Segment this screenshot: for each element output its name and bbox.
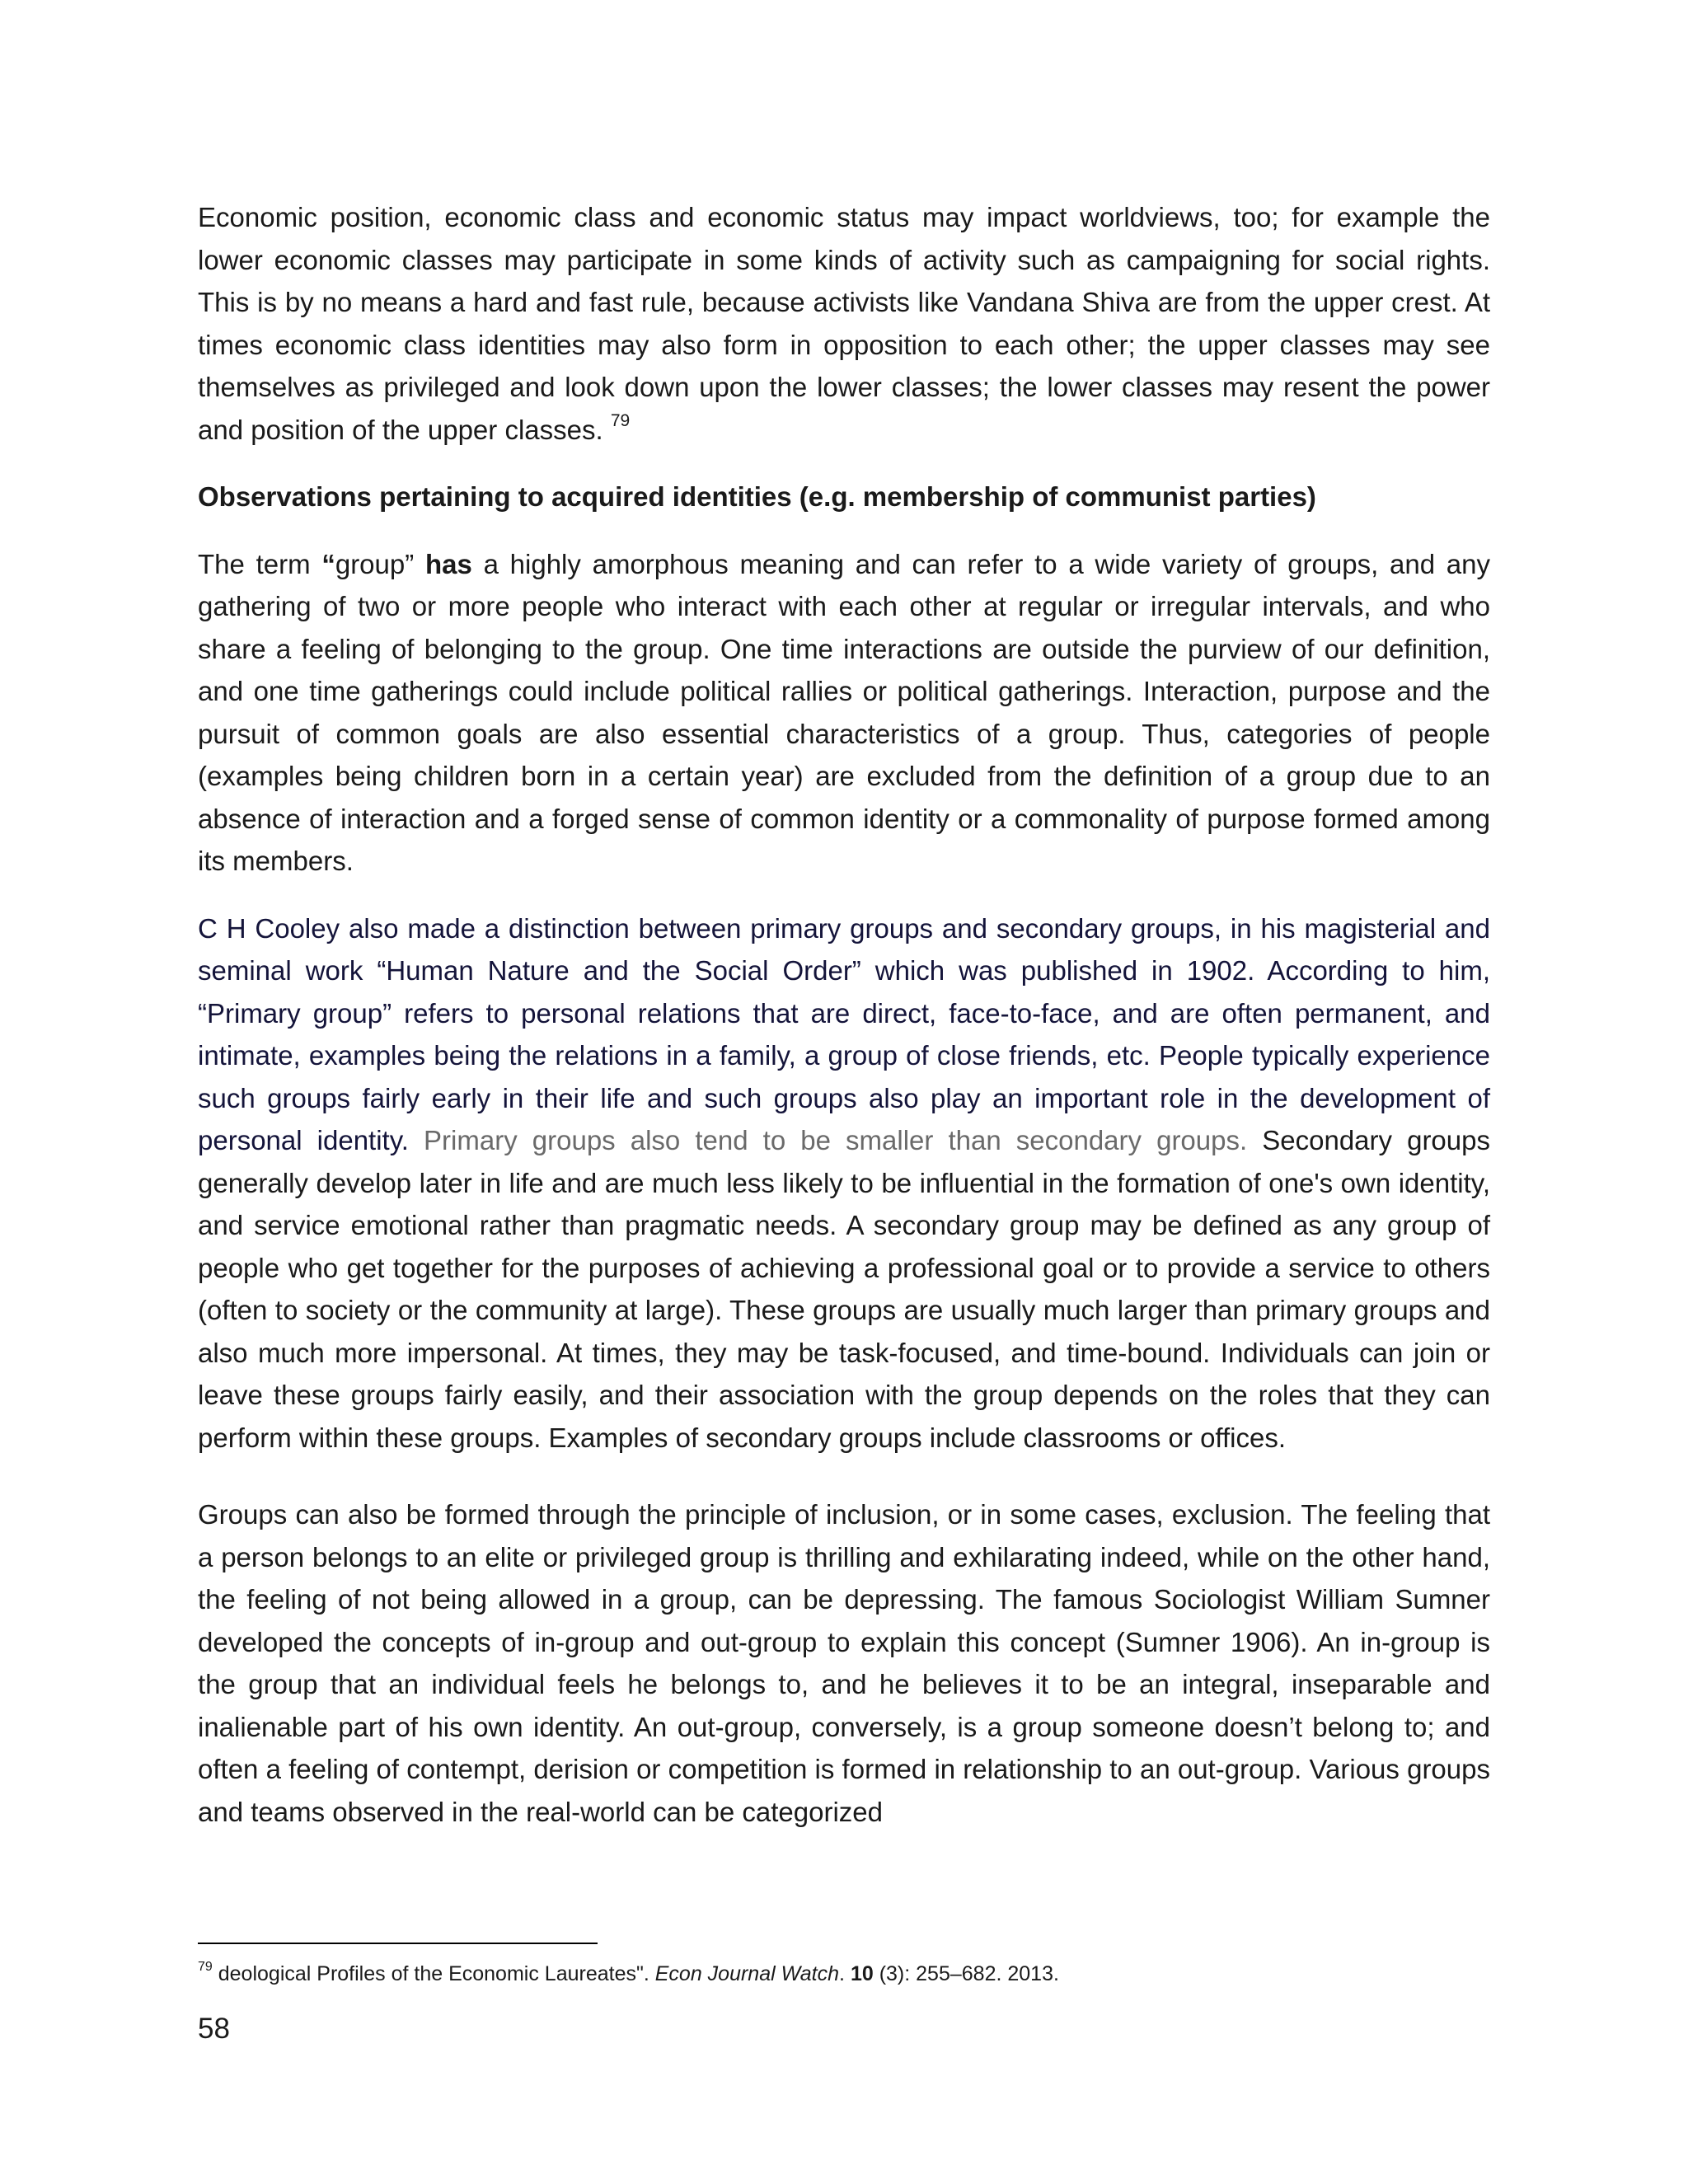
footnote-journal: Econ Journal Watch — [654, 1962, 840, 1985]
paragraph-text-highlight: Primary groups also tend to be smaller than secondary groups. — [408, 1125, 1248, 1155]
paragraph-text: Secondary groups generally develop later in life and are much less likely to be influential in the formation of one's own identity, and service emotional rather than pragmatic needs. A secondary group may be defined as any group of people who get together for the purposes of achieving a professional goal or to provide a service to others (often to society or the community at large). These groups are usually much larger than primary groups and also much more impersonal. At times, they may be task-focused, and time-bound. Individuals can join or leave these groups fairly easily, and their association with the group depends on the roles that they can perform within these groups. Examples of secondary groups include classrooms or offices. — [198, 1125, 1490, 1453]
paragraph-text: a highly amorphous meaning and can refer to a wide variety of groups, and any gathering of two or more people who interact with each other at regular or irregular intervals, and who share a feeling of belonging to the group. One time interactions are outside the purview of our definition, and one time gatherings could include political rallies or political gatherings. Interaction, purpose and the pursuit of common goals are also essential characteristics of a group. Thus, categories of people (examples being children born in a certain year) are excluded from the definition of a group due to an absence of interaction and a forged sense of common identity or a commonality of purpose formed among its members. — [198, 548, 1491, 876]
section-heading: Observations pertaining to acquired identities (e.g. membership of communist parties) — [198, 481, 1316, 512]
footnote-text: (3): 255–682. 2013. — [873, 1962, 1059, 1985]
footnote-text: deological Profiles of the Economic Laureates". — [212, 1962, 655, 1985]
footnote-volume: 10 — [850, 1962, 874, 1985]
page-body — [198, 196, 1490, 1858]
footnote-separator — [198, 1943, 598, 1944]
footnote-text: . — [839, 1962, 851, 1985]
footnote-reference[interactable]: 79 — [610, 410, 631, 430]
paragraph-text: C H Cooley also made a distinction between primary groups and secondary groups, in his magisterial and seminal work “Human Nature and the Social Order” which was published in 1902. According to him, “Primary group” refers to personal relations that are direct, face-to-face, and are often permanent, and intimate, examples being the relations in a family, a group of close friends, etc. People typically experience such groups fairly early in their life and such groups also play an important role in the development of personal identity. — [198, 912, 1490, 1155]
paragraph-group-definition — [198, 543, 1490, 883]
paragraph-primary-secondary-groups — [198, 907, 1490, 1460]
footnote-marker: 79 — [198, 1959, 213, 1974]
paragraph-text: Economic position, economic class and economic status may impact worldviews, too; for example the lower economic classes may participate in some kinds of activity such as campaigning for social rights. This is by no means a hard and fast rule, because activists like Vandana Shiva are from the upper crest. At times economic class identities may also form in opposition to each other; the upper classes may see themselves as privileged and look down upon the lower classes; the lower classes may resent the power and position of the upper classes. — [198, 202, 1490, 445]
footnote — [198, 1960, 1059, 1988]
paragraph-text: Groups can also be formed through the principle of inclusion, or in some cases, exclusion. The feeling that a person belongs to an elite or privileged group is thrilling and exhilarating indeed, while on the other hand, the feeling of not being allowed in a group, can be depressing. The famous Sociologist William Sumner developed the concepts of in-group and out-group to explain this concept (Sumner 1906). An in-group is the group that an individual feels he belongs to, and he believes it to be an integral, inseparable and inalienable part of his own identity. An out-group, conversely, is a group someone doesn’t belong to; and often a feeling of contempt, derision or competition is formed in relationship to an out-group. Various groups and teams observed in the real-world can be categorized — [198, 1499, 1490, 1827]
page-number: 58 — [198, 2013, 230, 2045]
paragraph-text: group” — [335, 548, 425, 579]
bold-word: has — [424, 548, 472, 579]
paragraph-in-out-groups — [198, 1493, 1490, 1833]
paragraph-text: The term — [198, 548, 322, 579]
bold-quote-mark: “ — [321, 548, 335, 579]
paragraph-economic-position — [198, 196, 1490, 451]
